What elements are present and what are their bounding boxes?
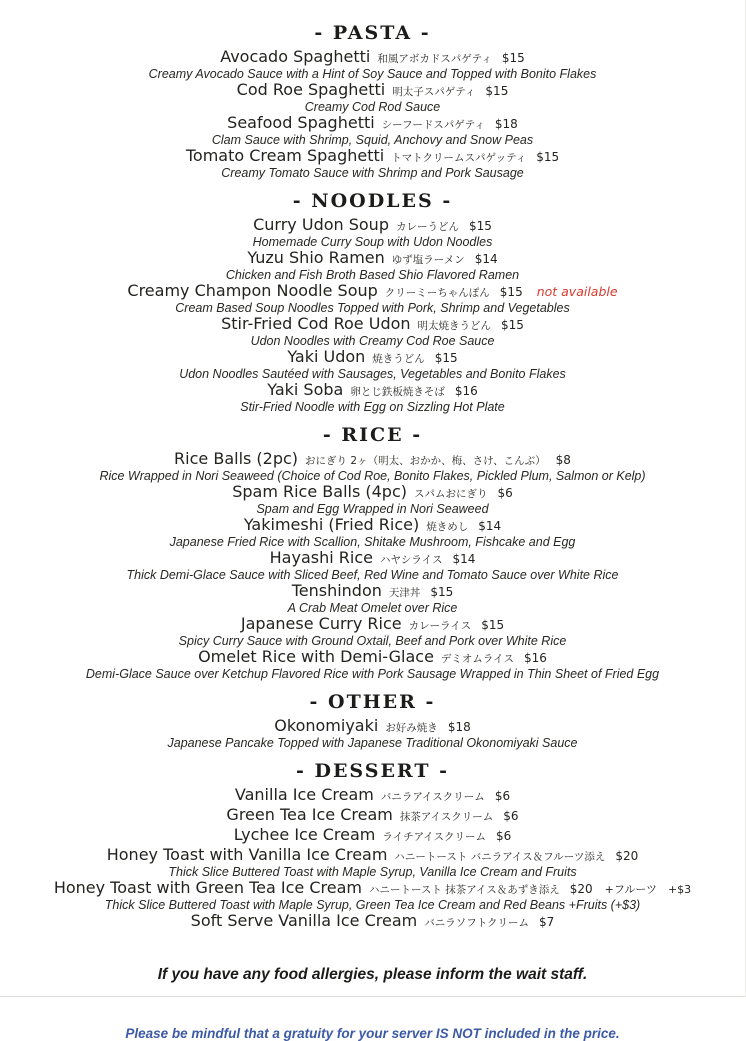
menu-item [0,846,745,879]
item-price: $14 [478,519,502,533]
item-name-line [0,912,745,932]
section-title: - NOODLES - [292,190,453,212]
item-name: Omelet Rice with Demi-Glace [198,647,434,666]
menu-item [0,315,745,348]
item-price: $8 [555,453,571,467]
menu-item [0,549,745,582]
item-japanese-name: 明太焼きうどん [417,320,492,332]
menu-item [0,826,745,846]
item-price: $6 [503,809,519,823]
section-items [0,450,745,681]
allergy-note: If you have any food allergies, please inform the wait staff. [157,966,588,983]
item-japanese-name: 明太子スパゲティ [392,86,476,98]
item-price: $20 [615,849,639,863]
item-japanese-name: 焼きうどん [372,353,425,365]
item-japanese-name: カレーうどん [395,221,459,233]
item-price: $15 [430,585,454,599]
item-description: A Crab Meat Omelet over Rice [287,601,458,615]
item-description: Creamy Cod Rod Sauce [304,100,441,114]
item-price: $15 [468,219,492,233]
item-price: $18 [494,117,518,131]
item-name-line [0,786,745,806]
item-name: Honey Toast with Vanilla Ice Cream [106,845,388,864]
menu-item [0,48,745,81]
item-japanese-name: デミオムライス [440,653,515,665]
item-japanese-name: 和風アボカドスパゲティ [377,53,492,65]
item-price: $15 [501,318,524,332]
item-name: Seafood Spaghetti [227,113,375,132]
menu-item [0,147,745,180]
item-name-line [0,348,745,368]
item-japanese-name: ゆず塩ラーメン [391,254,465,266]
section-title: - PASTA - [314,22,431,44]
item-japanese-name: おにぎり 2ヶ（明太、おかか、梅、さけ、こんぶ） [305,455,546,467]
section-title: - DESSERT - [295,760,450,782]
item-description: Thick Demi-Glace Sauce with Sliced Beef, Red Wine and Tomato Sauce over White Rice [126,568,619,582]
item-name: Stir-Fried Cod Roe Udon [221,314,411,333]
menu-item [0,786,745,806]
menu-section [0,760,745,932]
item-name-line [0,846,745,866]
item-name-line [0,381,745,401]
menu-item [0,216,745,249]
item-name-line [0,114,745,134]
item-price: $15 [501,51,525,65]
menu-item [0,249,745,282]
menu-item [0,450,745,483]
item-japanese-name: ハニートースト バニラアイス＆フルーツ添え [394,851,606,863]
item-name: Japanese Curry Rice [240,614,402,633]
item-price: $20 [569,882,593,896]
menu-item [0,348,745,381]
item-description: Thick Slice Buttered Toast with Maple Syrup, Green Tea Ice Cream and Red Beans +Fruits (+$3) [104,898,641,912]
menu-item [0,879,745,912]
item-price: $15 [499,285,523,299]
item-name-line [0,282,745,302]
item-name-line [0,717,745,737]
menu-item [0,483,745,516]
item-name-line [0,450,745,470]
item-name: Tomato Cream Spaghetti [185,146,385,165]
item-name-line [0,216,745,236]
item-price: $15 [434,351,458,365]
item-japanese-name: バニラアイスクリーム [380,791,485,803]
menu-item [0,282,745,315]
item-price: $6 [497,486,513,500]
section-items [0,216,745,414]
item-description: Creamy Tomato Sauce with Shrimp and Pork Sausage [221,166,524,180]
item-description: Japanese Fried Rice with Scallion, Shitake Mushroom, Fishcake and Egg [169,535,576,549]
item-name-line [0,48,745,68]
item-name: Curry Udon Soup [253,215,389,234]
menu-item [0,806,745,826]
item-japanese-name: お好み焼き [385,722,438,734]
item-price: $6 [496,829,512,843]
item-price: $14 [474,252,498,266]
item-price: $14 [452,552,476,566]
item-price: $16 [454,384,478,398]
item-description: Spicy Curry Sauce with Ground Oxtail, Beef and Pork over White Rice [178,634,567,648]
menu-item [0,81,745,114]
menu-item [0,615,745,648]
item-extra-option: +フルーツ +$3 [604,883,692,896]
item-price: $15 [536,150,560,164]
item-japanese-name: バニラソフトクリーム [424,917,530,929]
item-description: Homemade Curry Soup with Udon Noodles [252,235,493,249]
item-japanese-name: ライチアイスクリーム [382,831,487,843]
section-title: - RICE - [322,424,423,446]
section-items [0,717,745,750]
item-name: Soft Serve Vanilla Ice Cream [190,911,418,930]
menu-item [0,582,745,615]
item-description: Thick Slice Buttered Toast with Maple Syrup, Vanilla Ice Cream and Fruits [168,865,577,879]
item-name-line [0,806,745,826]
item-name-line [0,483,745,503]
menu-section [0,190,745,414]
item-description: Rice Wrapped in Nori Seaweed (Choice of Cod Roe, Bonito Flakes, Pickled Plum, Salmon or Kelp) [99,469,646,483]
item-japanese-name: カレーライス [408,620,472,632]
item-name-line [0,549,745,569]
item-name: Yaki Soba [267,380,344,399]
item-japanese-name: クリーミーちゃんぽん [384,287,490,299]
item-name: Vanilla Ice Cream [234,785,374,804]
item-name: Avocado Spaghetti [220,47,371,66]
item-japanese-name: スパムおにぎり [414,488,488,500]
item-description: Stir-Fried Noodle with Egg on Sizzling Hot Plate [240,400,505,414]
item-price: $15 [481,618,505,632]
item-japanese-name: ハヤシライス [379,554,443,566]
item-name-line [0,147,745,167]
item-japanese-name: トマトクリームスパゲッティ [391,152,527,164]
menu-item [0,114,745,147]
item-price: $15 [485,84,509,98]
item-description: Cream Based Soup Noodles Topped with Pork, Shrimp and Vegetables [175,301,570,315]
item-name: Creamy Champon Noodle Soup [127,281,378,300]
item-name: Honey Toast with Green Tea Ice Cream [53,878,362,897]
item-description: Clam Sauce with Shrimp, Squid, Anchovy and Snow Peas [211,133,534,147]
item-name-line [0,615,745,635]
item-name: Yaki Udon [287,347,366,366]
item-japanese-name: 卵とじ鉄板焼きそば [350,386,445,398]
item-japanese-name: 抹茶アイスクリーム [399,811,494,823]
item-name-line [0,648,745,668]
item-name: Yakimeshi (Fried Rice) [243,515,420,534]
menu-item [0,717,745,750]
item-name: Okonomiyaki [274,716,379,735]
item-availability-note: not available [536,284,618,299]
item-description: Spam and Egg Wrapped in Nori Seaweed [256,502,489,516]
section-title: - OTHER - [309,691,436,713]
item-name-line [0,81,745,101]
item-name-line [0,826,745,846]
item-japanese-name: ハニートースト 抹茶アイス＆あずき添え [368,884,560,896]
item-name: Green Tea Ice Cream [226,805,393,824]
item-name: Spam Rice Balls (4pc) [232,482,407,501]
item-price: $18 [447,720,471,734]
section-items [0,786,745,932]
item-name-line [0,249,745,269]
item-name: Yuzu Shio Ramen [247,248,385,267]
item-description: Japanese Pancake Topped with Japanese Traditional Okonomiyaki Sauce [167,736,578,750]
gratuity-note: Please be mindful that a gratuity for your server IS NOT included in the price. [125,1026,620,1041]
item-name: Cod Roe Spaghetti [236,80,386,99]
item-description: Creamy Avocado Sauce with a Hint of Soy Sauce and Topped with Bonito Flakes [148,67,597,81]
menu-item [0,381,745,414]
menu-section [0,424,745,681]
item-description: Demi-Glace Sauce over Ketchup Flavored Rice with Pork Sausage Wrapped in Thin Sheet of Fried Egg [85,667,660,681]
item-japanese-name: 焼きめし [426,521,469,533]
item-price: $7 [539,915,555,929]
item-name-line [0,582,745,602]
item-name: Rice Balls (2pc) [174,449,299,468]
item-price: $16 [524,651,547,665]
item-name-line [0,315,745,335]
menu-item [0,648,745,681]
item-description: Udon Noodles Sautéed with Sausages, Vegetables and Bonito Flakes [179,367,566,381]
item-description: Udon Noodles with Creamy Cod Roe Sauce [250,334,495,348]
item-name-line [0,879,745,899]
item-price: $6 [494,789,511,803]
menu-item [0,516,745,549]
menu-section [0,22,745,180]
item-japanese-name: シーフードスパゲティ [381,119,485,131]
menu-section [0,691,745,750]
item-name: Lychee Ice Cream [233,825,376,844]
item-name: Tenshindon [291,581,382,600]
item-name: Hayashi Rice [269,548,373,567]
section-items [0,48,745,180]
item-description: Chicken and Fish Broth Based Shio Flavored Ramen [225,268,520,282]
menu-item [0,912,745,932]
item-japanese-name: 天津丼 [388,587,421,599]
item-name-line [0,516,745,536]
